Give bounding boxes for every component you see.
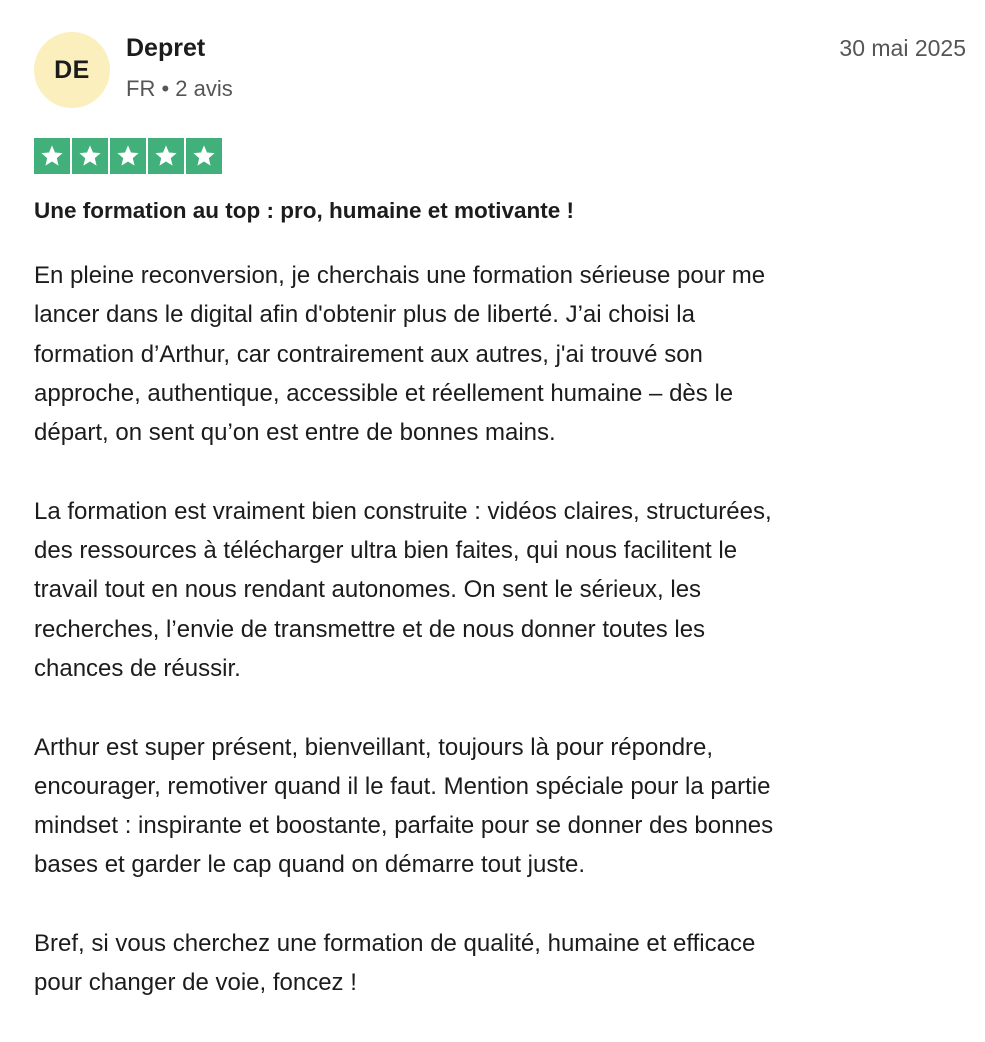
review-line: formation d’Arthur, car contrairement aux autres, j'ai trouvé son xyxy=(34,340,703,368)
review-body xyxy=(34,256,966,1042)
review-paragraph xyxy=(34,492,966,688)
review-line: approche, authentique, accessible et réellement humaine – dès le xyxy=(34,379,734,407)
star-icon xyxy=(186,138,222,174)
review-line: départ, on sent qu’on est entre de bonnes mains. xyxy=(34,419,556,447)
review-paragraph xyxy=(34,256,966,452)
review-line: travail tout en nous rendant autonomes. On sent le sérieux, les xyxy=(34,576,702,604)
reviewer-name[interactable]: Depret xyxy=(126,34,206,62)
review-header xyxy=(34,28,966,112)
star-icon xyxy=(72,138,108,174)
review-line: lancer dans le digital afin d'obtenir plus de liberté. J’ai choisi la xyxy=(34,301,695,329)
review-line: encourager, remotiver quand il le faut. Mention spéciale pour la partie xyxy=(34,772,771,800)
star-icon xyxy=(110,138,146,174)
review-title: Une formation au top : pro, humaine et motivante ! xyxy=(34,198,575,223)
star-rating xyxy=(34,138,222,174)
review-line: recherches, l’envie de transmettre et de nous donner toutes les xyxy=(34,615,706,643)
review-date: 30 mai 2025 xyxy=(839,35,966,61)
avatar[interactable]: DE xyxy=(34,32,110,108)
review-line: mindset : inspirante et boostante, parfaite pour se donner des bonnes xyxy=(34,812,774,840)
star-icon xyxy=(148,138,184,174)
review-line: Bref, si vous cherchez une formation de qualité, humaine et efficace xyxy=(34,930,756,958)
review-paragraph xyxy=(34,924,966,1003)
review-line: La formation est vraiment bien construite : vidéos claires, structurées, xyxy=(34,497,772,525)
review-line: pour changer de voie, foncez ! xyxy=(34,969,357,997)
review-line: bases et garder le cap quand on démarre tout juste. xyxy=(34,851,586,879)
review-line: des ressources à télécharger ultra bien faites, qui nous facilitent le xyxy=(34,537,738,565)
review-card xyxy=(34,28,966,997)
review-line: Arthur est super présent, bienveillant, toujours là pour répondre, xyxy=(34,733,714,761)
review-line: chances de réussir. xyxy=(34,654,241,682)
star-icon xyxy=(34,138,70,174)
review-paragraph xyxy=(34,728,966,885)
reviewer-meta: FR • 2 avis xyxy=(126,76,233,101)
review-line: En pleine reconversion, je cherchais une formation sérieuse pour me xyxy=(34,262,766,289)
